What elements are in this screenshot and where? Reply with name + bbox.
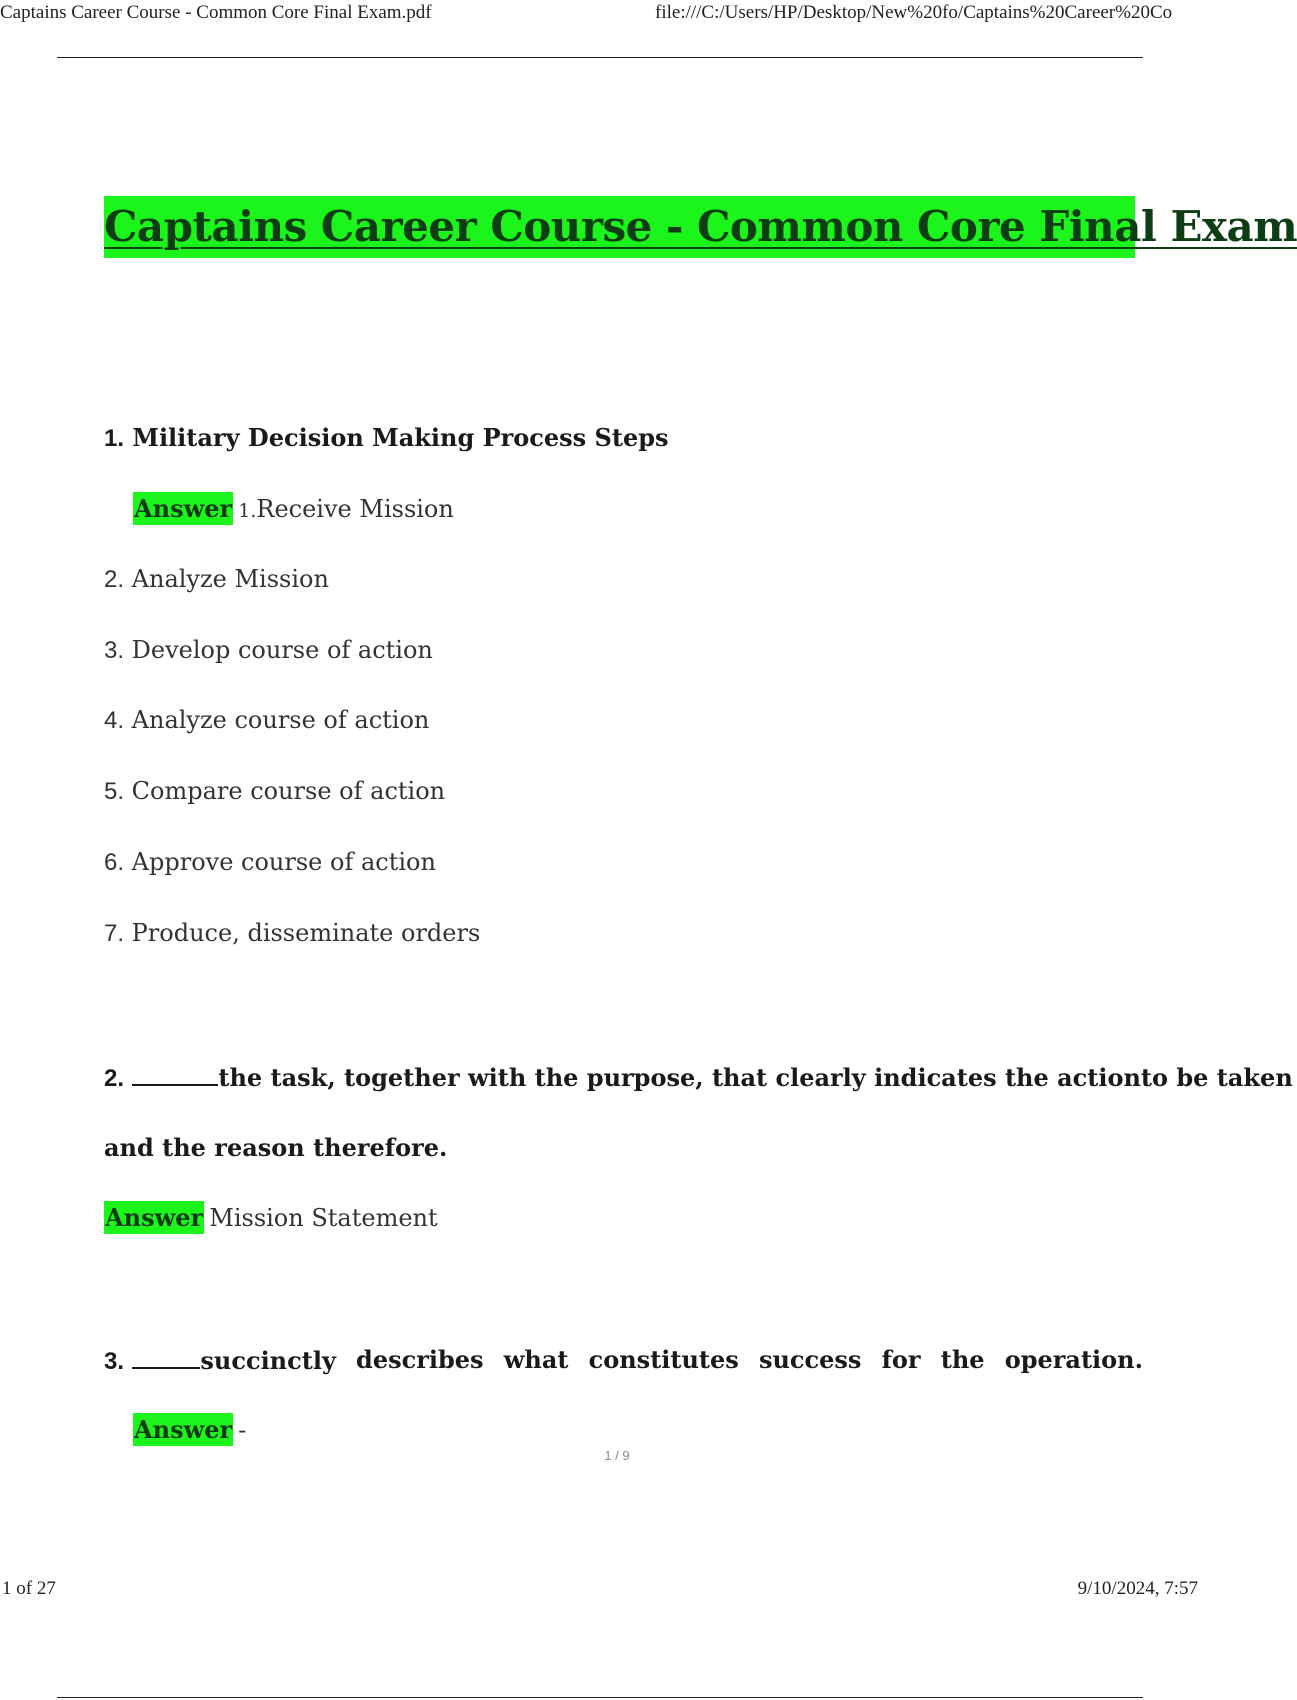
list-item-text: Produce, disseminate orders bbox=[131, 919, 481, 947]
answer-text: Receive Mission bbox=[256, 495, 454, 523]
question-word: describes bbox=[356, 1345, 484, 1374]
question-2-answer bbox=[104, 1203, 438, 1232]
print-header-url: file:///C:/Users/HP/Desktop/New%20fo/Captains%20Career%20Co bbox=[655, 2, 1173, 23]
question-word: what bbox=[503, 1345, 569, 1374]
list-item-number: 4. bbox=[104, 707, 125, 734]
print-footer-page-count: 1 of 27 bbox=[2, 1578, 56, 1599]
list-item bbox=[104, 848, 436, 877]
list-item-number: 5. bbox=[104, 778, 125, 805]
list-item-number: 3. bbox=[104, 637, 125, 664]
question-number: 2. bbox=[104, 1065, 125, 1092]
fill-in-blank bbox=[132, 1062, 218, 1086]
print-header-title: Captains Career Course - Common Core Final Exam.pdf bbox=[0, 2, 432, 23]
list-item-number: 7. bbox=[104, 920, 125, 947]
question-3-answer bbox=[133, 1415, 246, 1444]
question-text-line-1: the task, together with the purpose, that clearly indicates the actionto be taken bbox=[218, 1063, 1293, 1092]
page-indicator: 1 / 9 bbox=[604, 1448, 630, 1463]
answer-text: Mission Statement bbox=[209, 1204, 438, 1232]
question-1 bbox=[104, 423, 669, 453]
question-2-line-2: and the reason therefore. bbox=[104, 1133, 448, 1162]
question-lead bbox=[104, 1345, 336, 1376]
list-item bbox=[104, 777, 445, 806]
answer-label: Answer bbox=[134, 1415, 233, 1444]
question-word: success bbox=[758, 1345, 862, 1374]
answer-text: - bbox=[238, 1416, 247, 1444]
list-item-text: Approve course of action bbox=[131, 848, 436, 876]
question-word: succinctly bbox=[200, 1346, 336, 1375]
list-item-text: Analyze course of action bbox=[131, 706, 430, 734]
list-item bbox=[104, 919, 480, 948]
answer-step-number: 1. bbox=[238, 500, 257, 522]
page-title: Captains Career Course - Common Core Final Exam bbox=[104, 196, 1135, 258]
footer-divider bbox=[57, 1697, 1143, 1698]
question-word: the bbox=[940, 1345, 985, 1374]
list-item-text: Develop course of action bbox=[131, 636, 433, 664]
header-divider bbox=[57, 57, 1143, 58]
question-word: constitutes bbox=[588, 1345, 739, 1374]
question-text: Military Decision Making Process Steps bbox=[132, 423, 669, 452]
list-item bbox=[104, 565, 329, 594]
question-word: operation. bbox=[1004, 1345, 1143, 1374]
fill-in-blank bbox=[132, 1345, 200, 1369]
question-number: 1. bbox=[104, 425, 125, 452]
print-footer-timestamp: 9/10/2024, 7:57 bbox=[1077, 1578, 1198, 1599]
list-item-number: 6. bbox=[104, 849, 125, 876]
question-number: 3. bbox=[104, 1348, 125, 1375]
answer-label: Answer bbox=[134, 494, 233, 523]
list-item-text: Analyze Mission bbox=[131, 565, 329, 593]
list-item bbox=[104, 706, 429, 735]
question-word: for bbox=[881, 1345, 921, 1374]
question-2 bbox=[104, 1062, 1293, 1093]
question-3 bbox=[104, 1345, 1143, 1376]
list-item bbox=[104, 636, 433, 665]
list-item-number: 2. bbox=[104, 566, 125, 593]
answer-label: Answer bbox=[105, 1203, 204, 1232]
list-item-text: Compare course of action bbox=[131, 777, 446, 805]
question-1-answer bbox=[133, 494, 454, 523]
